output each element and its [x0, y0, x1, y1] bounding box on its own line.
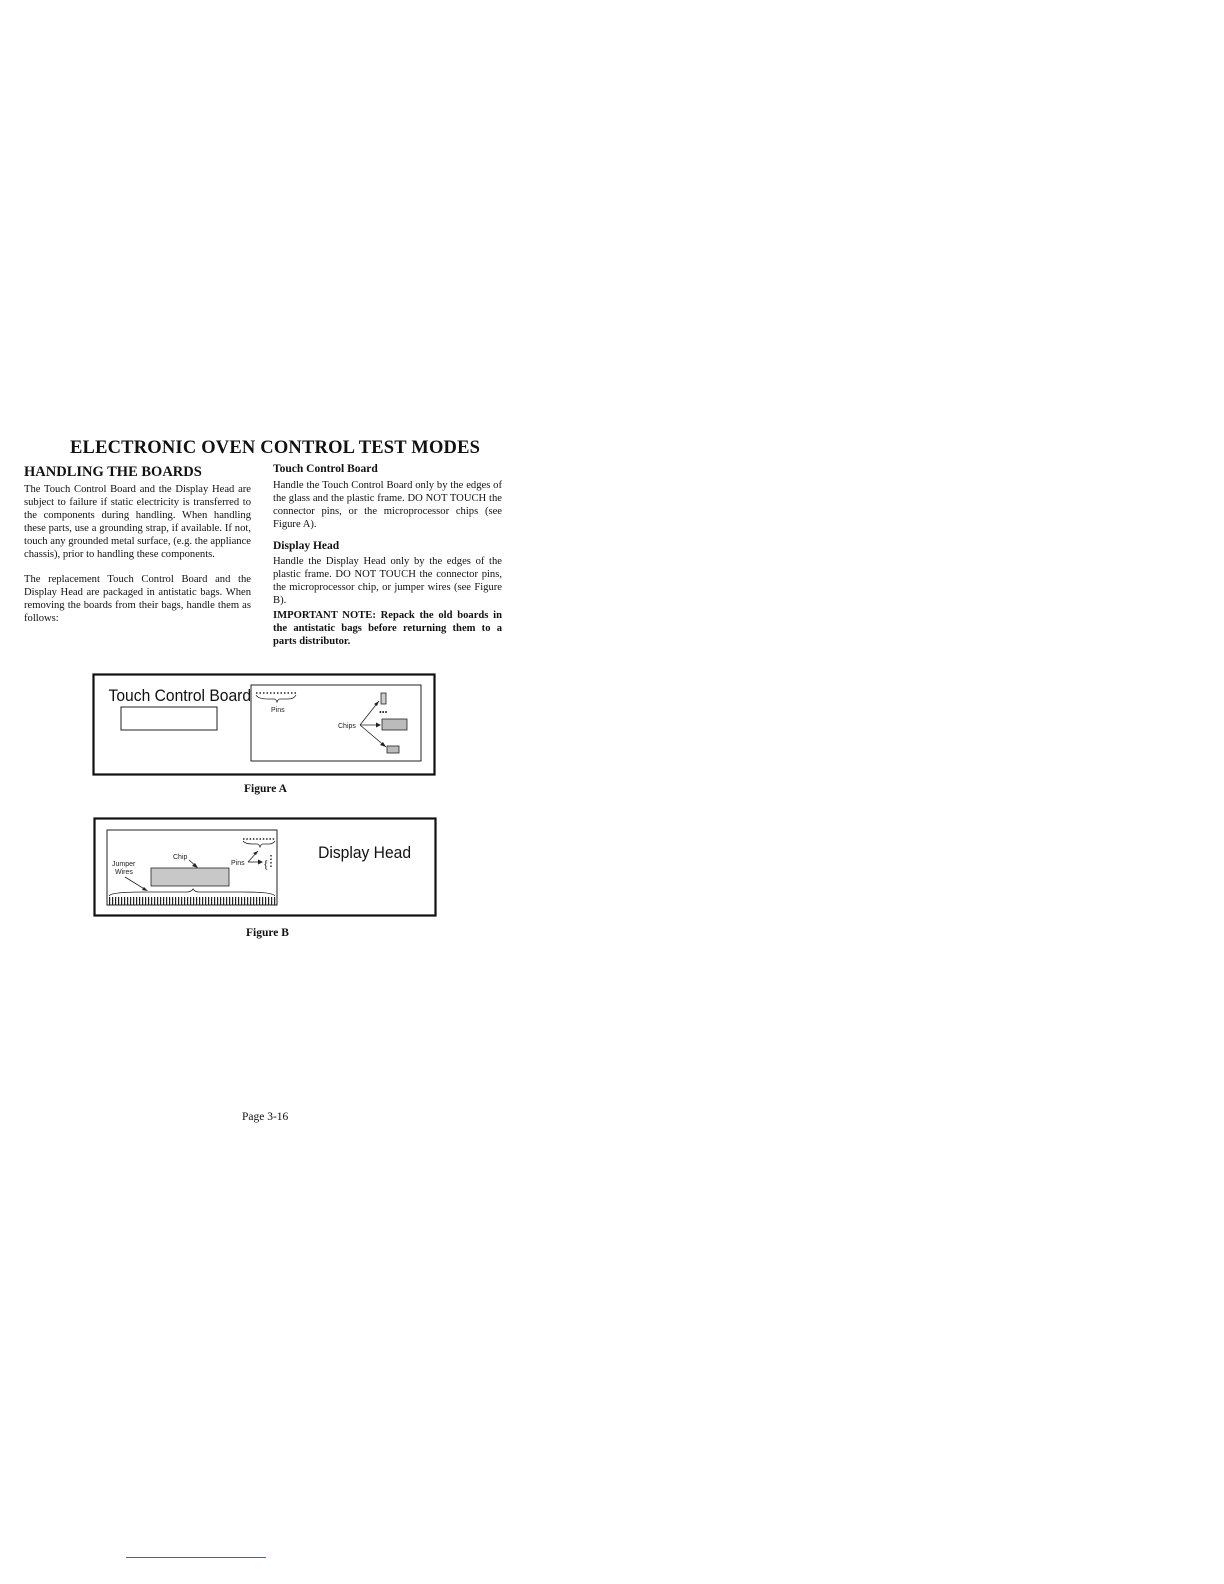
figure-a-chips-label: Chips [338, 723, 356, 730]
figure-b-chip-label: Chip [173, 854, 188, 861]
important-note [273, 610, 502, 649]
figure-a-board-label: Touch Control Board [108, 686, 252, 706]
chip-bottom [387, 746, 399, 753]
section-heading-handling: HANDLING THE BOARDS [24, 464, 202, 480]
dots-icon: ••• [379, 708, 388, 717]
figure-a-diagram [92, 673, 437, 777]
glass-window-rect [121, 707, 217, 730]
paragraph-static-warning: The Touch Control Board and the Display Head are subject to failure if static electricity is transferred to the components during handling. When handling these parts, use a grounding strap, if available. If not, touch any grounded metal surface, (e.g. the appliance chassis), prior to handling these components. [24, 484, 251, 560]
chip-middle [382, 719, 407, 730]
side-pins-bracket: { [263, 857, 269, 871]
figure-a-pins-label: Pins [271, 707, 285, 714]
paragraph-antistatic-bags: The replacement Touch Control Board and the Display Head are packaged in antistatic bags. When removing the boards from their bags, handle them as follows: [24, 574, 251, 624]
paragraph-touch-control-board: Handle the Touch Control Board only by the edges of the glass and the plastic frame. DO NOT TOUCH the connector pins, or the microprocessor chips (see Figure A). [273, 480, 502, 530]
figure-b-caption: Figure B [246, 927, 289, 939]
subheading-display-head: Display Head [273, 540, 340, 552]
subheading-touch-control-board: Touch Control Board [273, 463, 378, 475]
microprocessor-chip [151, 868, 229, 886]
figure-b-jumper-label-2: Wires [115, 869, 133, 876]
important-note-text: Repack the old boards in the antistatic bags before returning them to a parts distributor. [273, 610, 502, 647]
footer-rule [126, 1557, 266, 1558]
page-number: Page 3-16 [242, 1111, 289, 1123]
figure-b-jumper-label-1: Jumper [112, 861, 136, 868]
small-chip-top [381, 693, 386, 704]
figure-b-pins-label: Pins [231, 860, 245, 867]
important-note-label: IMPORTANT NOTE: [273, 610, 376, 621]
figure-b-head-label: Display Head [318, 843, 412, 863]
figure-a-caption: Figure A [244, 783, 287, 795]
paragraph-display-head: Handle the Display Head only by the edges of the plastic frame. DO NOT TOUCH the connector pins, the microprocessor chip, or jumper wires (see Figure B). [273, 556, 502, 606]
figure-b-diagram [93, 817, 438, 918]
page-title: ELECTRONIC OVEN CONTROL TEST MODES [70, 438, 481, 458]
